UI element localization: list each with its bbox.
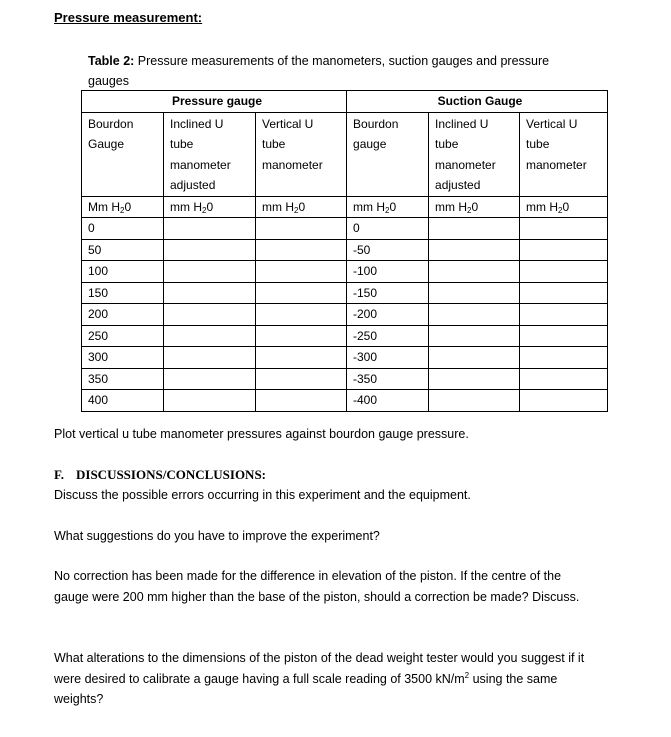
table-input-cell[interactable] [520, 325, 608, 347]
unit-cell [520, 196, 608, 218]
table-cell: -400 [347, 390, 429, 412]
unit-subscript: 2 [294, 205, 299, 215]
table-input-cell[interactable] [164, 347, 256, 369]
table-input-cell[interactable] [429, 282, 520, 304]
table-cell: 150 [82, 282, 164, 304]
unit-subscript: 2 [385, 205, 390, 215]
unit-text: mm H [170, 199, 202, 214]
table-cell: 0 [347, 218, 429, 240]
table-cell: 100 [82, 261, 164, 283]
column-header-line: Bourdon [353, 116, 399, 131]
column-header-line: manometer [262, 157, 323, 172]
unit-text: 0 [124, 199, 132, 214]
unit-text: 0 [298, 199, 306, 214]
table-cell: -250 [347, 325, 429, 347]
table-input-cell[interactable] [429, 368, 520, 390]
table-input-cell[interactable] [256, 325, 347, 347]
unit-cell [256, 196, 347, 218]
column-header-line: manometer [526, 157, 587, 172]
unit-subscript: 2 [558, 205, 563, 215]
unit-text: 0 [206, 199, 214, 214]
table-cell: -50 [347, 239, 429, 261]
unit-subscript: 2 [202, 205, 207, 215]
table-unit-row [82, 196, 608, 218]
table-input-cell[interactable] [429, 239, 520, 261]
table-row [82, 239, 608, 261]
question-piston-text: What alterations to the dimensions of the piston of the dead weight tester would you suggest if it were desired to calibrate a gauge having a full scale reading of 3500 kN/m [54, 651, 585, 686]
column-header-line: Vertical U [262, 116, 314, 131]
column-header-line: gauge [353, 137, 387, 151]
plot-instruction: Plot vertical u tube manometer pressures against bourdon gauge pressure. [54, 427, 469, 441]
column-header-line: manometer [170, 157, 231, 172]
table-caption-label: Table 2: [88, 54, 135, 68]
column-header [256, 112, 347, 196]
table-input-cell[interactable] [520, 347, 608, 369]
unit-text: 0 [389, 199, 397, 214]
table-cell: -150 [347, 282, 429, 304]
unit-cell [429, 196, 520, 218]
table-row [82, 347, 608, 369]
table-input-cell[interactable] [429, 325, 520, 347]
section-heading-title: DISCUSSIONS/CONCLUSIONS: [76, 467, 266, 482]
superscript-2: 2 [464, 670, 470, 680]
table-input-cell[interactable] [429, 347, 520, 369]
table-cell: 200 [82, 304, 164, 326]
unit-text: Mm H [88, 199, 120, 214]
question-errors: Discuss the possible errors occurring in this experiment and the equipment. [54, 488, 471, 502]
unit-text: mm H [435, 199, 468, 214]
table-input-cell[interactable] [520, 218, 608, 240]
table-input-cell[interactable] [164, 304, 256, 326]
table-input-cell[interactable] [256, 347, 347, 369]
column-header-line: Vertical U [526, 116, 578, 131]
table-input-cell[interactable] [520, 239, 608, 261]
table-input-cell[interactable] [520, 368, 608, 390]
table-cell: 300 [82, 347, 164, 369]
group-header: Pressure gauge [82, 91, 347, 113]
table-row [82, 325, 608, 347]
table-input-cell[interactable] [164, 261, 256, 283]
unit-cell [347, 196, 429, 218]
table-cell: 400 [82, 390, 164, 412]
section-title: Pressure measurement: [54, 10, 203, 25]
table-input-cell[interactable] [520, 390, 608, 412]
table-cell: 350 [82, 368, 164, 390]
table-input-cell[interactable] [164, 325, 256, 347]
table-input-cell[interactable] [256, 239, 347, 261]
table-input-cell[interactable] [164, 239, 256, 261]
group-header: Suction Gauge [347, 91, 608, 113]
column-header-line: adjusted [170, 178, 216, 192]
table-input-cell[interactable] [520, 304, 608, 326]
column-header-line: Inclined U [170, 116, 224, 131]
unit-text: mm H [526, 199, 559, 214]
table-cell: 0 [82, 218, 164, 240]
column-header [347, 112, 429, 196]
column-header [520, 112, 608, 196]
table-input-cell[interactable] [256, 218, 347, 240]
column-header [429, 112, 520, 196]
table-input-cell[interactable] [520, 261, 608, 283]
column-header [164, 112, 256, 196]
column-header-line: Inclined U [435, 116, 489, 131]
table-input-cell[interactable] [164, 218, 256, 240]
question-piston-dimensions [54, 648, 609, 710]
question-suggestions: What suggestions do you have to improve the experiment? [54, 529, 380, 543]
unit-subscript: 2 [467, 205, 472, 215]
column-header-line: adjusted [435, 178, 481, 192]
column-header-line: Gauge [88, 137, 125, 151]
table-input-cell[interactable] [164, 368, 256, 390]
table-cell: 250 [82, 325, 164, 347]
table-row [82, 304, 608, 326]
column-header-line: Bourdon [88, 116, 134, 131]
table-input-cell[interactable] [429, 390, 520, 412]
question-elevation-correction: No correction has been made for the difference in elevation of the piston. If the centre of the gauge were 200 mm higher than the base of the piston, should a correction be made? Discuss. [54, 569, 580, 604]
table-input-cell[interactable] [429, 304, 520, 326]
table-caption [88, 51, 588, 91]
column-header-line: tube [435, 137, 459, 151]
column-header-line: tube [262, 137, 286, 151]
table-cell: -300 [347, 347, 429, 369]
table-input-cell[interactable] [256, 261, 347, 283]
table-cell: -200 [347, 304, 429, 326]
unit-text: mm H [353, 199, 386, 214]
table-input-cell[interactable] [429, 261, 520, 283]
table-row [82, 282, 608, 304]
unit-text: mm H [262, 199, 294, 214]
table-cell: -100 [347, 261, 429, 283]
pressure-measurements-table [81, 90, 608, 412]
discussion-heading [54, 465, 614, 486]
table-input-cell[interactable] [256, 390, 347, 412]
table-row [82, 261, 608, 283]
table-input-cell[interactable] [429, 218, 520, 240]
table-row [82, 368, 608, 390]
table-input-cell[interactable] [164, 390, 256, 412]
table-input-cell[interactable] [256, 368, 347, 390]
question-piston-text-end: using the same weights? [54, 671, 558, 706]
table-input-cell[interactable] [256, 282, 347, 304]
table-group-header-row [82, 91, 608, 113]
column-header-line: tube [170, 137, 194, 151]
table-cell: -350 [347, 368, 429, 390]
table-column-header-row [82, 112, 608, 196]
section-number: F. [54, 467, 64, 482]
table-input-cell[interactable] [520, 282, 608, 304]
table-row [82, 390, 608, 412]
column-header-line: tube [526, 137, 550, 151]
column-header [82, 112, 164, 196]
unit-cell [82, 196, 164, 218]
unit-text: 0 [471, 199, 479, 214]
table-caption-text: Pressure measurements of the manometers, suction gauges and pressure gauges [88, 54, 550, 88]
unit-subscript: 2 [120, 205, 125, 215]
table-row [82, 218, 608, 240]
table-input-cell[interactable] [164, 282, 256, 304]
table-cell: 50 [82, 239, 164, 261]
unit-cell [164, 196, 256, 218]
column-header-line: manometer [435, 157, 496, 172]
table-input-cell[interactable] [256, 304, 347, 326]
unit-text: 0 [562, 199, 570, 214]
